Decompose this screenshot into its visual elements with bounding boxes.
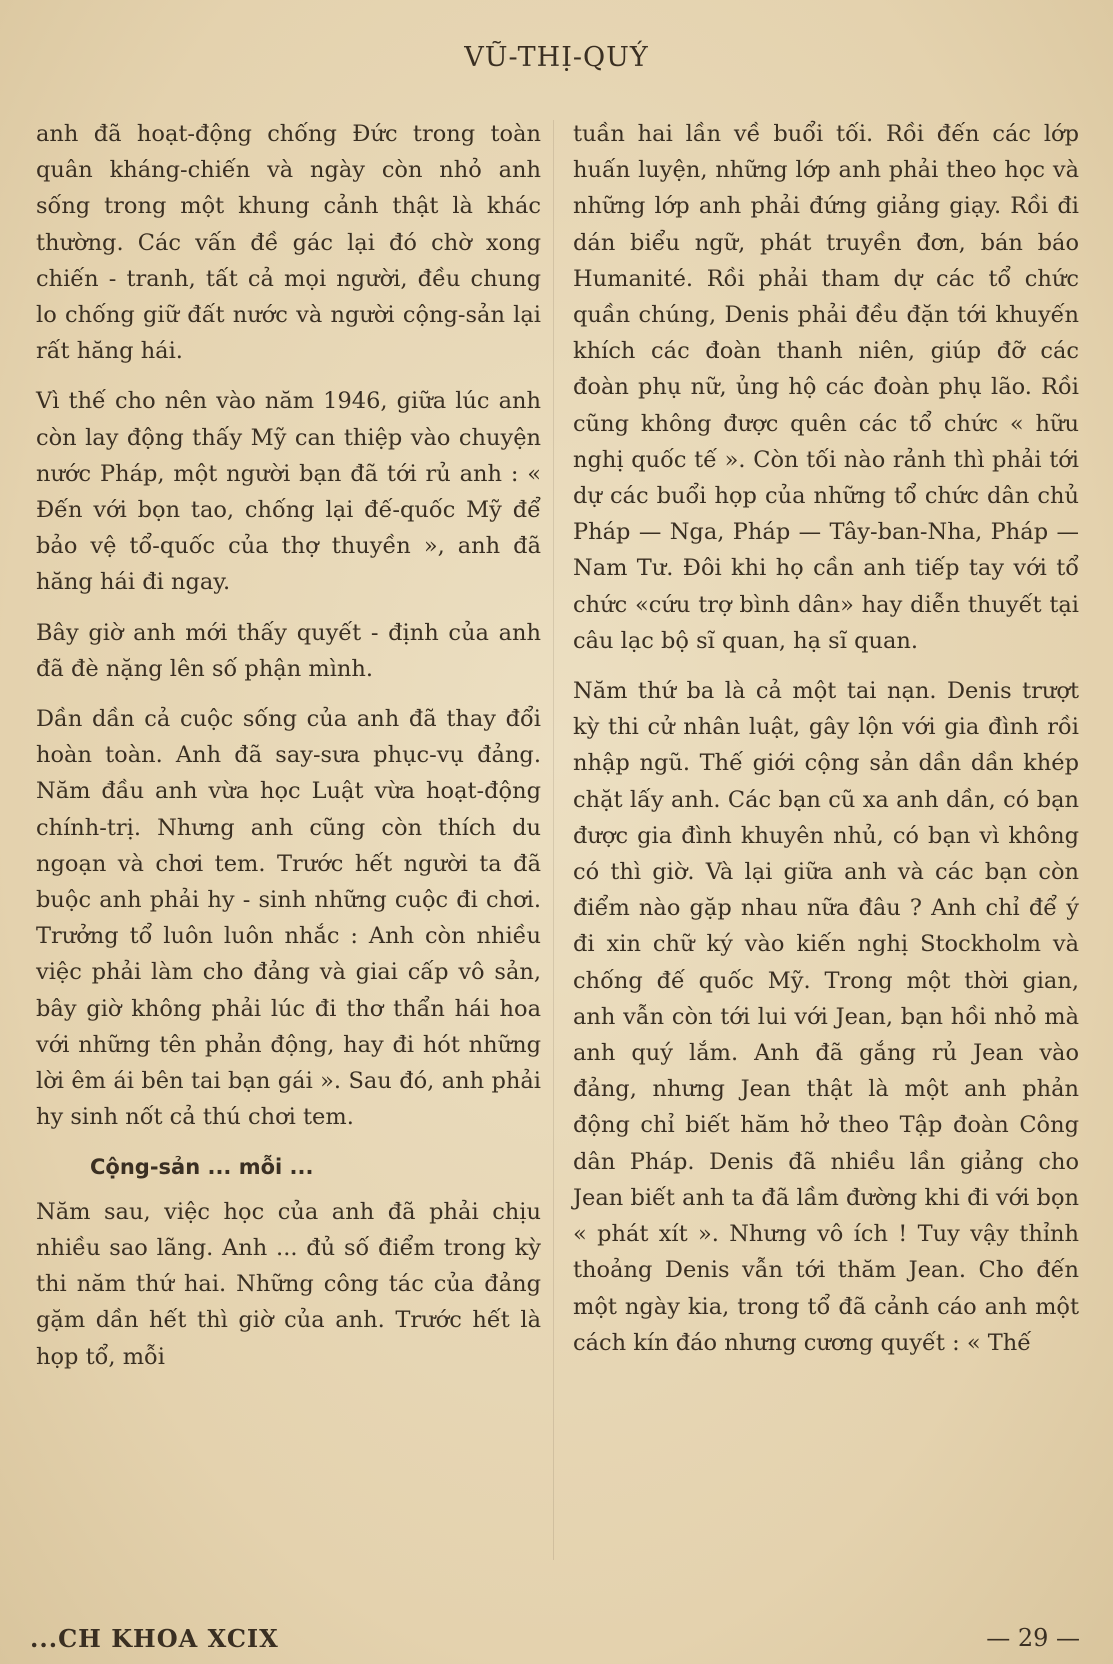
page-number: — 29 — <box>986 1624 1080 1652</box>
section-heading: Cộng-sản ... mỗi ... <box>90 1155 314 1180</box>
paragraph: Năm thứ ba là cả một tai nạn. Denis trượt kỳ thi cử nhân luật, gây lộn với gia đình rồi nhập ngũ. Thế giới cộng sản dần dần khép chặt lấy anh. Các bạn cũ xa anh dần, có bạn được gia đình khuyên nhủ, có bạn vì không có thì giờ. Và lại giữa anh và các bạn còn điểm nào gặp nhau nữa đâu ? Anh chỉ để ý đi xin chữ ký vào kiến nghị Stockholm và chống đế quốc Mỹ. Trong một thời gian, anh vẫn còn tới lui với Jean, bạn hồi nhỏ mà anh quý lắm. Anh đã gắng rủ Jean vào đảng, nhưng Jean thật là một anh phản động chỉ biết hăm hở theo Tập đoàn Công dân Pháp. Denis đã nhiều lần giảng cho Jean biết anh ta đã lầm đường khi đi với bọn « phát xít ». Nhưng vô ích ! Tuy vậy thỉnh thoảng Denis vẫn tới thăm Jean. Cho đến một ngày kia, trong tổ đã cảnh cáo anh một cách kín đáo nhưng cương quyết : « Thế <box>573 678 1079 1356</box>
paragraph: Bây giờ anh mới thấy quyết - định của anh đã đè nặng lên số phận mình. <box>36 619 541 682</box>
paragraph: Dần dần cả cuộc sống của anh đã thay đổi hoàn toàn. Anh đã say-sưa phục-vụ đảng. Năm đầu anh vừa học Luật vừa hoạt-động chính-trị. Nhưng anh cũng còn thích du ngoạn và chơi tem. Trước hết người ta đã buộc anh phải hy - sinh những cuộc đi chơi. Trưởng tổ luôn luôn nhắc : Anh còn nhiều việc phải làm cho đảng và giai cấp vô sản, bây giờ không phải lúc đi thơ thẩn hái hoa với những tên phản động, hay đi hót những lời êm ái bên tai bạn gái ». Sau đó, anh phải hy sinh nốt cả thú chơi tem. <box>36 706 541 1131</box>
paragraph: Vì thế cho nên vào năm 1946, giữa lúc anh còn lay động thấy Mỹ can thiệp vào chuyện nước Pháp, một người bạn đã tới rủ anh : « Đến với bọn tao, chống lại đế-quốc Mỹ để bảo vệ tổ-quốc của thợ thuyền », anh đã hăng hái đi ngay. <box>36 388 541 596</box>
paragraph: Năm sau, việc học của anh đã phải chịu nhiều sao lãng. Anh ... đủ số điểm trong kỳ thi năm thứ hai. Những công tác của đảng gặm dần hết thì giờ của anh. Trước hết là họp tổ, mỗi <box>36 1198 541 1370</box>
paragraph: anh đã hoạt-động chống Đức trong toàn quân kháng-chiến và ngày còn nhỏ anh sống trong một khung cảnh thật là khác thường. Các vấn đề gác lại đó chờ xong chiến - tranh, tất cả mọi người, đều chung lo chống giữ đất nước và người cộng-sản lại rất hăng hái. <box>36 121 541 365</box>
left-column <box>36 116 541 1375</box>
running-header: VŨ-THỊ-QUÝ <box>464 42 649 73</box>
column-divider <box>553 120 554 1560</box>
publication-name: ...CH KHOA XCIX <box>30 1624 279 1653</box>
right-column <box>573 116 1079 1361</box>
paragraph: tuần hai lần về buổi tối. Rồi đến các lớp huấn luyện, những lớp anh phải theo học và những lớp anh phải đứng giảng giạy. Rồi đi dán biểu ngữ, phát truyền đơn, bán báo Humanité. Rồi phải tham dự các tổ chức quần chúng, Denis phải đều đặn tới khuyến khích các đoàn thanh niên, giúp đỡ các đoàn phụ nữ, ủng hộ các đoàn phụ lão. Rồi cũng không được quên các tổ chức « hữu nghị quốc tế ». Còn tối nào rảnh thì phải tới dự các buổi họp của những tổ chức dân chủ Pháp — Nga, Pháp — Tây-ban-Nha, Pháp — Nam Tư. Đôi khi họ cần anh tiếp tay với tổ chức «cứu trợ bình dân» hay diễn thuyết tại câu lạc bộ sĩ quan, hạ sĩ quan. <box>573 121 1079 654</box>
